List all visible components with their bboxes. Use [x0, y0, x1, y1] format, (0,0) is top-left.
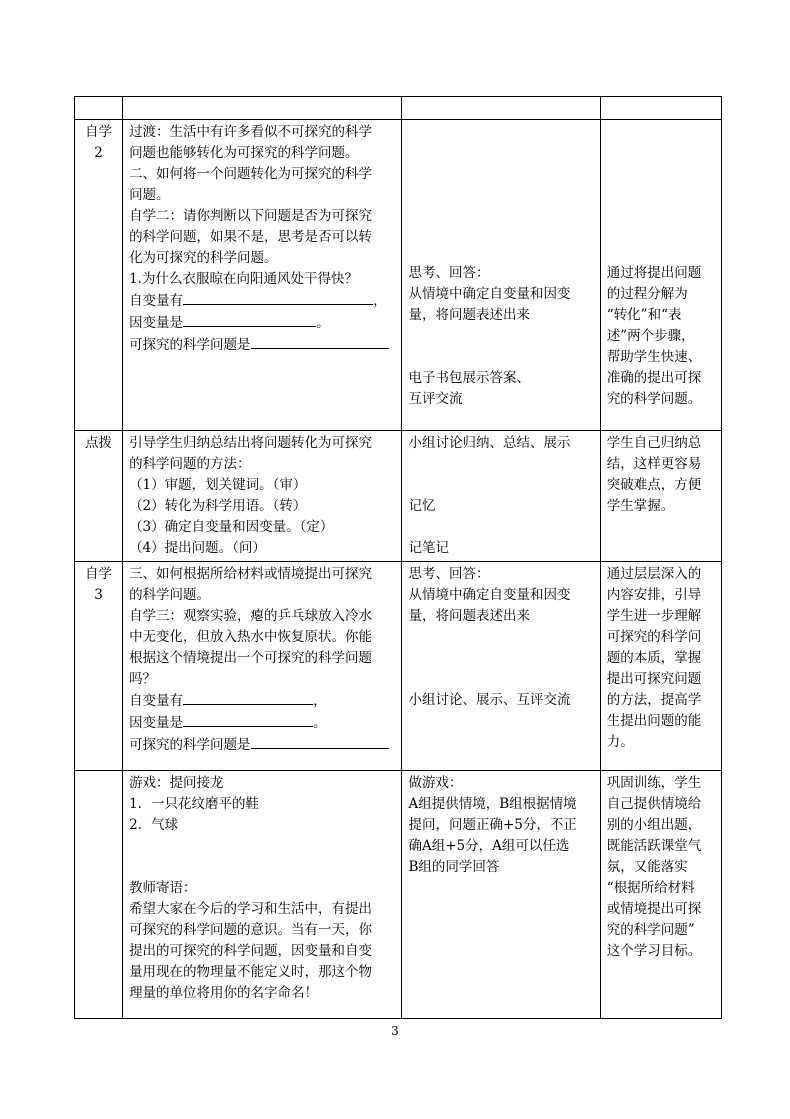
student-line: 互评交流 — [408, 391, 463, 407]
punctuation: ， — [373, 293, 387, 309]
punctuation: ， — [313, 693, 327, 709]
intent-line: 力。 — [606, 734, 634, 750]
independent-variable-prompt — [129, 690, 395, 712]
content-line: 自学二：请你判断以下问题是否为可探究 — [129, 208, 373, 224]
intent-line: 题的本质，掌握 — [606, 650, 702, 666]
student-activity-cell — [402, 431, 600, 562]
content-line: 问题。 — [129, 187, 170, 203]
lesson-plan-table — [74, 96, 722, 1019]
independent-variable-blank — [183, 290, 373, 305]
intent-line: 可探究的科学问 — [606, 629, 702, 645]
student-line: 确A组+5分，A组可以任选 — [408, 838, 570, 854]
intent-line: 生提出问题的能 — [606, 713, 702, 729]
student-line: 从情境中确定自变量和因变 — [408, 286, 571, 302]
independent-variable-label: 自变量有 — [129, 293, 184, 309]
content-line: 吗？ — [129, 671, 157, 687]
item-text: 气球 — [151, 817, 179, 833]
content-line: 中无变化，但放入热水中恢复原状。你能 — [129, 629, 373, 645]
intent-line: 的过程分解为 — [606, 286, 688, 302]
stage-cell — [75, 771, 123, 1019]
content-cell — [123, 431, 402, 562]
game-title: 游戏：提问接龙 — [129, 775, 224, 791]
closing-line: 可探究的科学问题的意识。当有一天，你 — [129, 922, 373, 938]
independent-variable-label: 自变量有 — [129, 693, 184, 709]
student-line: 从情境中确定自变量和因变 — [408, 587, 571, 603]
stage-number: 2 — [94, 145, 103, 161]
content-cell — [123, 771, 402, 1019]
intent-line: 结，这样更容易 — [606, 456, 702, 472]
content-line: 二、如何将一个问题转化为可探究的科学 — [129, 166, 373, 182]
content-line: 的科学问题。 — [129, 587, 211, 603]
dependent-variable-blank — [183, 712, 313, 727]
student-activity-cell — [402, 562, 600, 771]
intent-line: 通过层层深入的 — [606, 566, 702, 582]
stage-label: 点拨 — [85, 435, 113, 451]
content-line: 化为可探究的科学问题。 — [129, 250, 278, 266]
intent-line: “转化”和“表 — [606, 307, 682, 323]
student-line: 量，将问题表述出来 — [408, 608, 530, 624]
intent-line: 通过将提出问题 — [606, 265, 702, 281]
content-line: 三、如何根据所给材料或情境提出可探究 — [129, 566, 373, 582]
method-step: （3）确定自变量和因变量。（定） — [129, 519, 334, 535]
header-cell-content — [123, 97, 402, 120]
item-text: 一只花纹磨平的鞋 — [151, 796, 260, 812]
content-line: 根据这个情境提出一个可探究的科学问题 — [129, 650, 373, 666]
intent-line: 这个学习目标。 — [606, 943, 702, 959]
student-line: 小组讨论、展示、互评交流 — [408, 692, 571, 708]
content-line: 过渡：生活中有许多看似不可探究的科学 — [129, 124, 373, 140]
closing-line: 希望大家在今后的学习和生活中，有提出 — [129, 901, 373, 917]
scientific-question-label: 可探究的科学问题是 — [129, 737, 251, 753]
student-activity-cell — [402, 120, 600, 431]
intent-line: 突破难点，方便 — [606, 477, 702, 493]
game-item — [129, 794, 395, 815]
table-row-self-study-2 — [75, 120, 722, 431]
scientific-question-prompt — [129, 734, 395, 756]
intent-line: 究的科学问题” — [606, 922, 695, 938]
student-line: 思考、回答： — [408, 265, 490, 281]
punctuation: 。 — [313, 715, 327, 731]
dependent-variable-label: 因变量是 — [129, 315, 184, 331]
student-line: A组提供情境，B组根据情境 — [408, 796, 577, 812]
intent-line: 准确的提出可探 — [606, 370, 702, 386]
closing-line: 提出的可探究的科学问题，因变量和自变 — [129, 943, 373, 959]
student-line: 记笔记 — [408, 540, 449, 556]
closing-title: 教师寄语： — [129, 880, 197, 896]
intent-line: 帮助学生快速、 — [606, 349, 702, 365]
student-activity-cell — [402, 771, 600, 1019]
scientific-question-prompt — [129, 334, 395, 356]
item-number: 1. — [129, 796, 142, 812]
content-line: 自学三：观察实验，瘪的乒乓球放入冷水 — [129, 608, 373, 624]
dependent-variable-label: 因变量是 — [129, 715, 184, 731]
intent-line: 内容安排，引导 — [606, 587, 702, 603]
header-cell-student — [402, 97, 600, 120]
independent-variable-blank — [183, 690, 313, 705]
student-line: B组的同学回答 — [408, 859, 500, 875]
student-line: 小组讨论归纳、总结、展示 — [408, 435, 571, 451]
content-line: 的科学问题，如果不是，思考是否可以转 — [129, 229, 373, 245]
intent-line: 提出可探究问题 — [606, 671, 702, 687]
stage-number: 3 — [94, 587, 103, 603]
student-line: 思考、回答： — [408, 566, 490, 582]
intent-line: 既能活跃课堂气 — [606, 838, 702, 854]
design-intent-cell — [600, 562, 721, 771]
content-line: 1.为什么衣服晾在向阳通风处干得快？ — [129, 271, 358, 287]
intent-line: 别的小组出题， — [606, 817, 702, 833]
intent-line: 究的科学问题。 — [606, 391, 702, 407]
intent-line: 自己提供情境给 — [606, 796, 702, 812]
item-number: 2. — [129, 817, 142, 833]
dependent-variable-prompt — [129, 712, 395, 734]
table-row-game — [75, 771, 722, 1019]
intent-line: 学生进一步理解 — [606, 608, 702, 624]
table-row-guidance — [75, 431, 722, 562]
intent-line: 学生掌握。 — [606, 498, 675, 514]
intent-line: 或情境提出可探 — [606, 901, 702, 917]
independent-variable-prompt — [129, 290, 395, 312]
content-cell — [123, 120, 402, 431]
page-number: 3 — [391, 1024, 399, 1038]
dependent-variable-prompt — [129, 312, 395, 334]
scientific-question-blank — [251, 334, 389, 349]
intent-line: 述”两个步骤， — [606, 328, 695, 344]
student-line: 做游戏： — [408, 775, 463, 791]
table-header-row — [75, 97, 722, 120]
content-line: 的科学问题的方法： — [129, 456, 251, 472]
content-line: 引导学生归纳总结出将问题转化为可探究 — [129, 435, 373, 451]
method-step: （2）转化为科学用语。（转） — [129, 498, 307, 514]
closing-line: 量用现在的物理量不能定义时，那这个物 — [129, 964, 373, 980]
intent-line: 学生自己归纳总 — [606, 435, 702, 451]
header-cell-intent — [600, 97, 721, 120]
design-intent-cell — [600, 771, 721, 1019]
content-cell — [123, 562, 402, 771]
design-intent-cell — [600, 120, 721, 431]
stage-label: 自学 — [85, 124, 113, 140]
intent-line: “根据所给材料 — [606, 880, 695, 896]
stage-label: 自学 — [85, 566, 113, 582]
scientific-question-label: 可探究的科学问题是 — [129, 337, 251, 353]
student-line: 记忆 — [408, 498, 436, 514]
design-intent-cell — [600, 431, 721, 562]
closing-line: 理量的单位将用你的名字命名！ — [129, 985, 319, 1001]
dependent-variable-blank — [183, 312, 316, 327]
game-item — [129, 815, 395, 836]
stage-cell — [75, 562, 123, 771]
stage-cell — [75, 431, 123, 562]
method-step: （1）审题，划关键词。（审） — [129, 477, 307, 493]
content-line: 问题也能够转化为可探究的科学问题。 — [129, 145, 359, 161]
student-line: 电子书包展示答案、 — [408, 370, 530, 386]
method-step: （4）提出问题。（问） — [129, 540, 266, 556]
stage-cell — [75, 120, 123, 431]
intent-line: 巩固训练，学生 — [606, 775, 702, 791]
student-line: 量，将问题表述出来 — [408, 307, 530, 323]
scientific-question-blank — [251, 734, 389, 749]
student-line: 提问，问题正确+5分，不正 — [408, 817, 577, 833]
intent-line: 氛，又能落实 — [606, 859, 688, 875]
punctuation: 。 — [316, 315, 330, 331]
intent-line: 的方法，提高学 — [606, 692, 702, 708]
table-row-self-study-3 — [75, 562, 722, 771]
header-cell-stage — [75, 97, 123, 120]
